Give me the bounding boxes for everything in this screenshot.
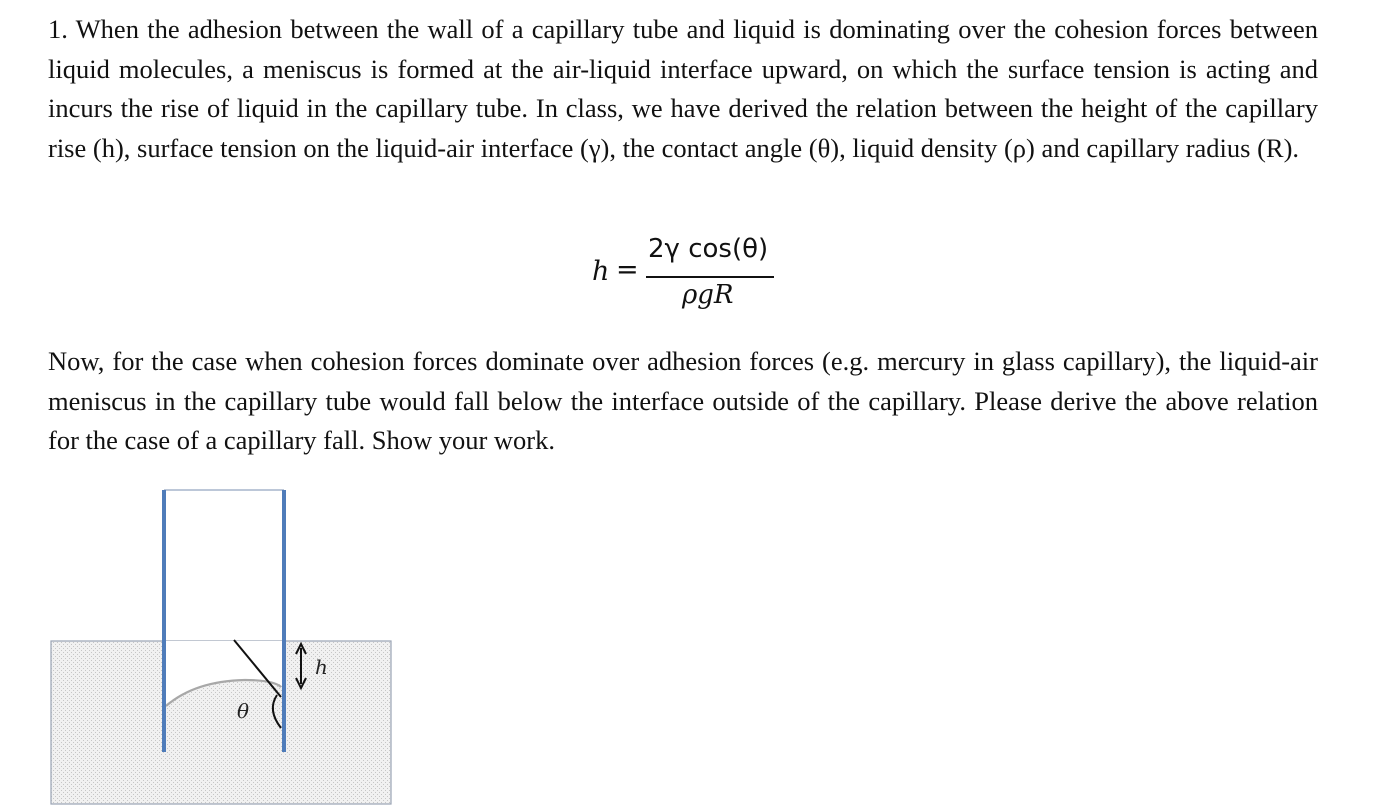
- equation-equals: =: [616, 254, 639, 285]
- angle-label: θ: [237, 699, 250, 723]
- capillary-rise-equation: [592, 234, 792, 314]
- equation-denominator: ρgR: [682, 280, 734, 310]
- problem-paragraph-2: Now, for the case when cohesion forces dominate over adhesion forces (e.g. mercury in glass capillary), the liquid-air meniscus in the capillary tube would fall below the interface outside of the capillary. Please derive the above relation for the case of a capillary fall. Show your work.: [48, 346, 1318, 455]
- fraction-bar: [646, 276, 774, 278]
- equation-lhs: h: [592, 256, 610, 287]
- equation-numerator: 2γ cos(θ): [648, 234, 769, 264]
- height-label: h: [315, 655, 328, 679]
- problem-paragraph-1: 1. When the adhesion between the wall of a capillary tube and liquid is dominating over the cohesion forces between liquid molecules, a meniscus is formed at the air-liquid interface upward, on which the surface tension is acting and incurs the rise of liquid in the capillary tube. In class, we have derived the relation between the height of the capillary rise (h), surface tension on the liquid-air interface (γ), the contact angle (θ), liquid density (ρ) and capillary radius (R).: [48, 14, 1318, 163]
- capillary-diagram: [45, 482, 405, 810]
